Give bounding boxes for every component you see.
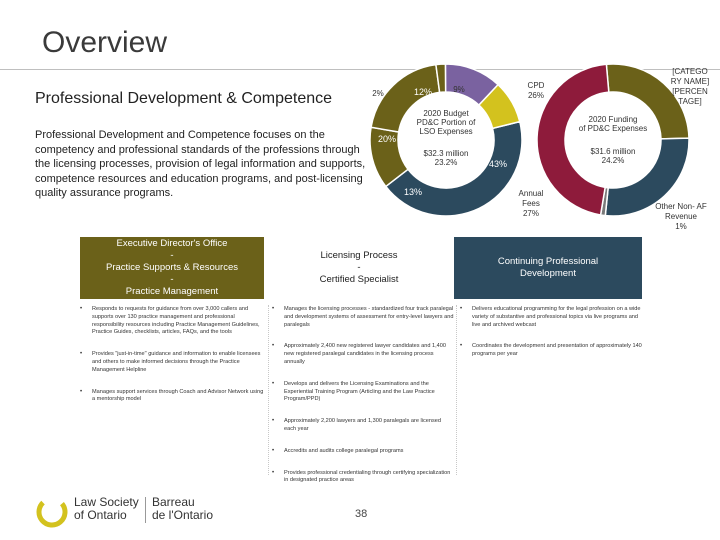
logo-line: Law Society xyxy=(74,495,139,509)
funding-label-category-4: TAGE] xyxy=(678,97,702,106)
logo-separator xyxy=(145,497,146,523)
funding-label-category: [CATEGO xyxy=(672,67,708,76)
header-line: - xyxy=(357,262,361,273)
logo-line: Barreau xyxy=(152,495,195,509)
bullet-item: • Manages support services through Coach and Advisor Network using a mentorship model xyxy=(80,389,266,405)
funding-label-other: Other Non- AF xyxy=(655,202,707,211)
column-divider xyxy=(456,305,457,475)
funding-label-fees: Annual xyxy=(518,189,544,198)
expenses-center-pct: 23.2% xyxy=(434,158,458,167)
header-line: Executive Director's Office xyxy=(116,238,228,249)
funding-label-category-3: [PERCEN xyxy=(672,87,708,96)
licensing-bullets xyxy=(272,306,454,499)
funding-donut-chart xyxy=(537,64,689,216)
funding-label-category-2: RY NAME] xyxy=(670,77,710,86)
header-line: Licensing Process xyxy=(320,250,398,261)
funding-label-other-2: Revenue xyxy=(664,212,698,221)
page-number: 38 xyxy=(355,508,368,520)
bullet-item: • Develops and delivers the Licensing Examinations and the Experiential Training Program (Articling and the Law Practice Program/PPD) xyxy=(272,381,454,404)
funding-label-fees-pct: 27% xyxy=(522,209,540,218)
expenses-slice-label: 13% xyxy=(403,187,423,197)
funding-chart-title-line1: 2020 Funding xyxy=(588,115,638,124)
funding-label-cpd-pct: 26% xyxy=(527,91,545,100)
donut-charts xyxy=(0,0,720,240)
expenses-chart-title-line2: PD&C Portion of xyxy=(416,118,476,127)
section-subtitle: Professional Development & Competence xyxy=(35,90,333,107)
header-line: Development xyxy=(520,268,576,279)
logo-wordmark-english xyxy=(74,496,139,522)
bullet-item: • Provides professional credentialing through certifying specialization in designated practice areas xyxy=(272,470,454,486)
slide-title: Overview xyxy=(42,26,168,59)
funding-label-other-pct: 1% xyxy=(675,222,687,231)
expenses-slice-label: 43% xyxy=(488,159,508,169)
bullet-item: • Manages the licensing processes - standardized four track paralegal and development systems of assessment for entry-level lawyers and paralegals xyxy=(272,306,454,329)
executive-office-header xyxy=(80,237,264,299)
law-society-logo xyxy=(36,496,68,528)
bullet-item: • Delivers educational programming for the legal profession on a wide variety of substantive and professional topics via live programs and live and archived webcast xyxy=(460,306,644,329)
funding-label-fees-2: Fees xyxy=(522,199,540,208)
donut-slice xyxy=(537,64,609,215)
bullet-item: • Approximately 2,400 new registered lawyer candidates and 1,400 new registered paralegal candidates in the licensing process annually xyxy=(272,343,454,366)
logo-wordmark-french xyxy=(152,496,213,522)
intro-paragraph: Professional Development and Competence focuses on the competency and professional standards of the professions through the licensing processes, provision of legal information and supports, competence resources and education programs, and post-licensing quality assurance programs. xyxy=(35,129,366,199)
header-line: - xyxy=(170,274,174,285)
header-line: Certified Specialist xyxy=(319,274,399,285)
executive-office-bullets xyxy=(80,306,266,418)
funding-center-value: $31.6 million xyxy=(590,147,636,156)
column-divider xyxy=(268,305,269,475)
expenses-slice-label: 2% xyxy=(372,89,384,98)
expenses-slice-label: 20% xyxy=(377,134,397,144)
expenses-center-value: $32.3 million xyxy=(423,149,469,158)
expenses-chart-title-line1: 2020 Budget xyxy=(423,109,469,118)
logo-line: de l'Ontario xyxy=(152,508,213,522)
bullet-item: • Accredits and audits college paralegal programs xyxy=(272,448,454,456)
header-line: Practice Supports & Resources xyxy=(105,262,238,273)
bullet-item: • Coordinates the development and presentation of approximately 140 programs per year xyxy=(460,343,644,359)
cpd-header xyxy=(454,237,642,299)
bullet-item: • Approximately 2,200 lawyers and 1,300 paralegals are licensed each year xyxy=(272,418,454,434)
funding-center-pct: 24.2% xyxy=(601,156,625,165)
header-line: Continuing Professional xyxy=(497,256,599,267)
bullet-item: • Responds to requests for guidance from over 3,000 callers and supports over 130 practice management and professional responsibility resources including Practice Management Guidelines, Practice Guides, checklists, articles, FAQs, and the tools xyxy=(80,306,266,337)
logo-line: of Ontario xyxy=(74,508,127,522)
expenses-chart-title-line3: LSO Expenses xyxy=(419,127,473,136)
header-line: - xyxy=(170,250,174,261)
header-line: Practice Management xyxy=(125,286,219,297)
cpd-bullets xyxy=(460,306,644,373)
funding-chart-title-line2: of PD&C Expenses xyxy=(578,124,648,133)
licensing-process-header xyxy=(266,237,452,299)
funding-label-cpd: CPD xyxy=(527,81,545,90)
expenses-slice-label: 9% xyxy=(453,85,465,94)
expenses-slice-label: 12% xyxy=(413,87,433,97)
bullet-item: • Provides "just-in-time" guidance and information to enable licensees and others to make informed decisions through the Practice Management Helpline xyxy=(80,351,266,374)
